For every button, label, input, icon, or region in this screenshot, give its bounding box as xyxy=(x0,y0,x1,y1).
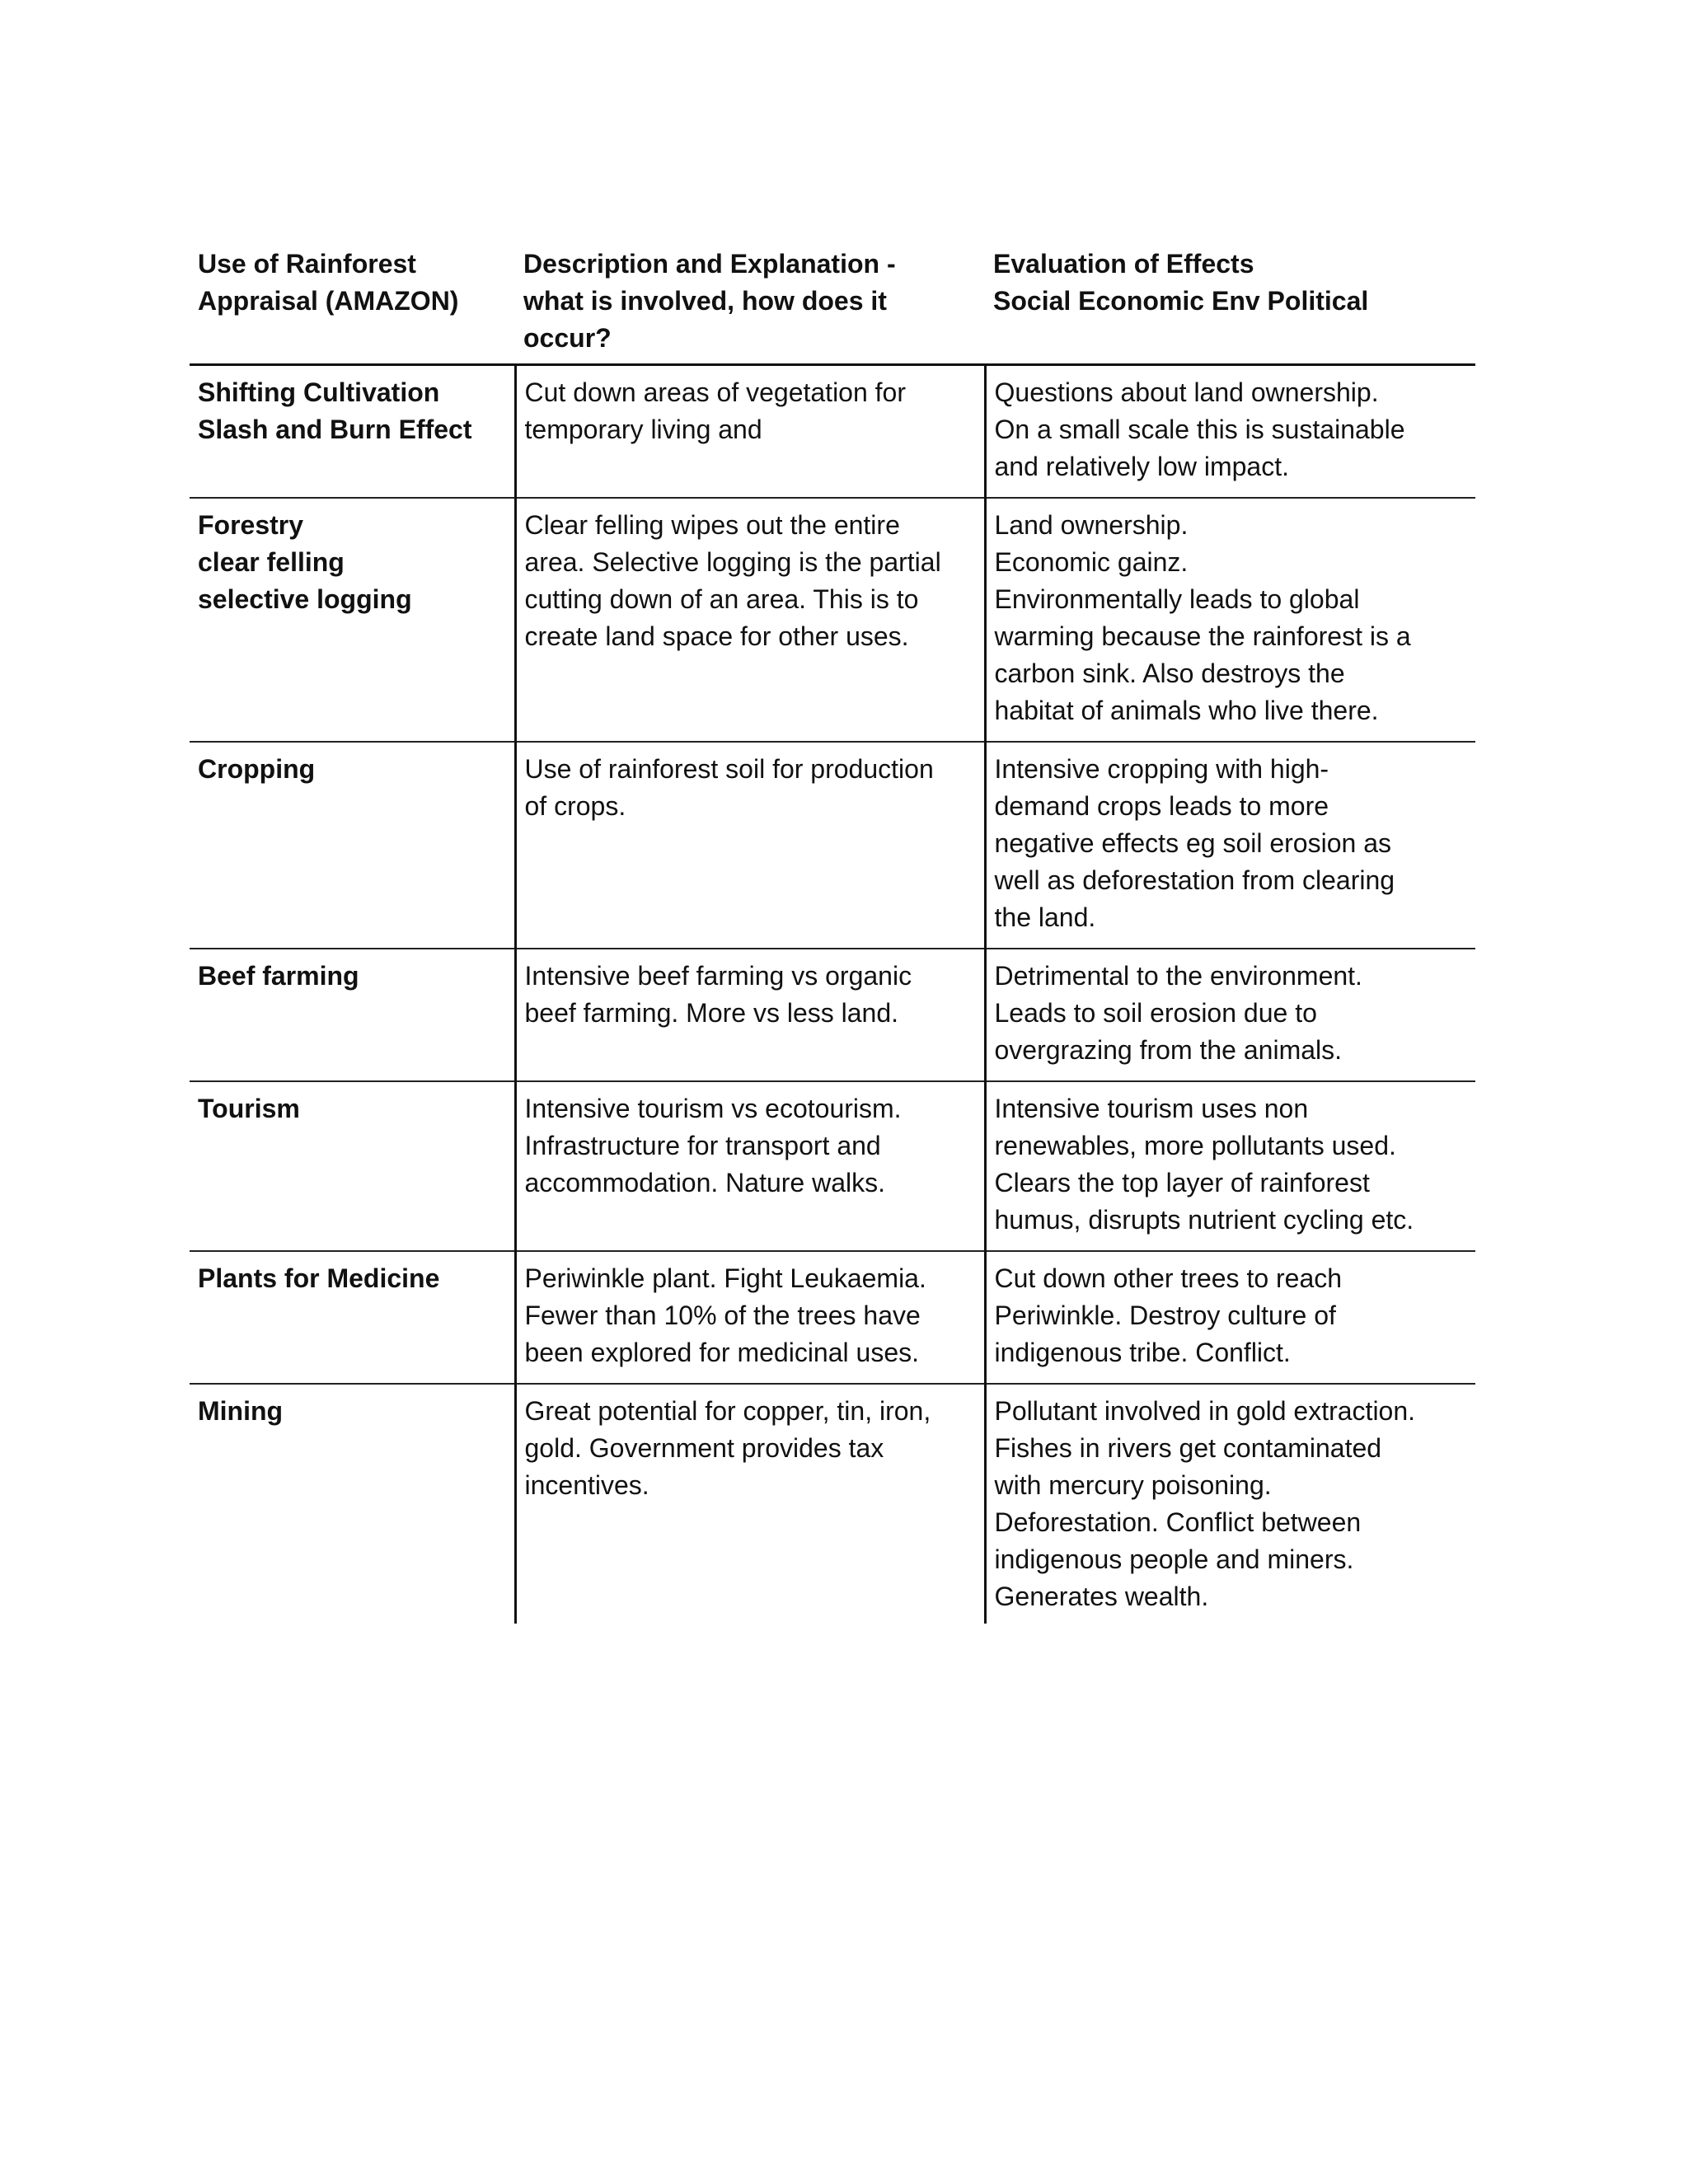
evaluation-cell: Land ownership. Economic gainz. Environmentally leads to global warming because the rainforest is a carbon sink. Also destroys the habitat of animals who live there. xyxy=(985,498,1475,742)
rainforest-uses-table xyxy=(190,246,1475,1624)
evaluation-cell: Intensive cropping with high- demand crops leads to more negative effects eg soil erosion as well as deforestation from clearing the land. xyxy=(985,742,1475,949)
use-cell: Plants for Medicine xyxy=(190,1251,515,1384)
table-row xyxy=(190,1081,1475,1251)
header-use: Use of Rainforest Appraisal (AMAZON) xyxy=(190,246,515,365)
header-evaluation: Evaluation of Effects Social Economic Env Political xyxy=(985,246,1475,365)
use-cell: Forestry clear felling selective logging xyxy=(190,498,515,742)
header-row xyxy=(190,246,1475,365)
table-row xyxy=(190,498,1475,742)
description-cell: Periwinkle plant. Fight Leukaemia. Fewer than 10% of the trees have been explored for medicinal uses. xyxy=(515,1251,985,1384)
table-header xyxy=(190,246,1475,365)
evaluation-cell: Cut down other trees to reach Periwinkle. Destroy culture of indigenous tribe. Conflict. xyxy=(985,1251,1475,1384)
evaluation-cell: Questions about land ownership. On a small scale this is sustainable and relatively low impact. xyxy=(985,365,1475,499)
table-row xyxy=(190,365,1475,499)
evaluation-cell: Pollutant involved in gold extraction. Fishes in rivers get contaminated with mercury poisoning. Deforestation. Conflict between indigenous people and miners. Generates wealth. xyxy=(985,1384,1475,1624)
header-description: Description and Explanation - what is involved, how does it occur? xyxy=(515,246,985,365)
description-cell: Intensive beef farming vs organic beef farming. More vs less land. xyxy=(515,949,985,1081)
evaluation-cell: Intensive tourism uses non renewables, more pollutants used. Clears the top layer of rainforest humus, disrupts nutrient cycling etc. xyxy=(985,1081,1475,1251)
table-row xyxy=(190,1251,1475,1384)
table-row xyxy=(190,742,1475,949)
description-cell: Cut down areas of vegetation for temporary living and xyxy=(515,365,985,499)
description-cell: Intensive tourism vs ecotourism. Infrastructure for transport and accommodation. Nature walks. xyxy=(515,1081,985,1251)
description-cell: Great potential for copper, tin, iron, gold. Government provides tax incentives. xyxy=(515,1384,985,1624)
table-row xyxy=(190,949,1475,1081)
evaluation-cell: Detrimental to the environment. Leads to soil erosion due to overgrazing from the animals. xyxy=(985,949,1475,1081)
use-cell: Cropping xyxy=(190,742,515,949)
table-body xyxy=(190,365,1475,1624)
use-cell: Beef farming xyxy=(190,949,515,1081)
description-cell: Clear felling wipes out the entire area. Selective logging is the partial cutting down of an area. This is to create land space for other uses. xyxy=(515,498,985,742)
table-row xyxy=(190,1384,1475,1624)
use-cell: Mining xyxy=(198,1396,284,1426)
use-cell: Shifting Cultivation Slash and Burn Effect xyxy=(190,365,515,499)
use-cell: Tourism xyxy=(190,1081,515,1251)
description-cell: Use of rainforest soil for production of crops. xyxy=(515,742,985,949)
